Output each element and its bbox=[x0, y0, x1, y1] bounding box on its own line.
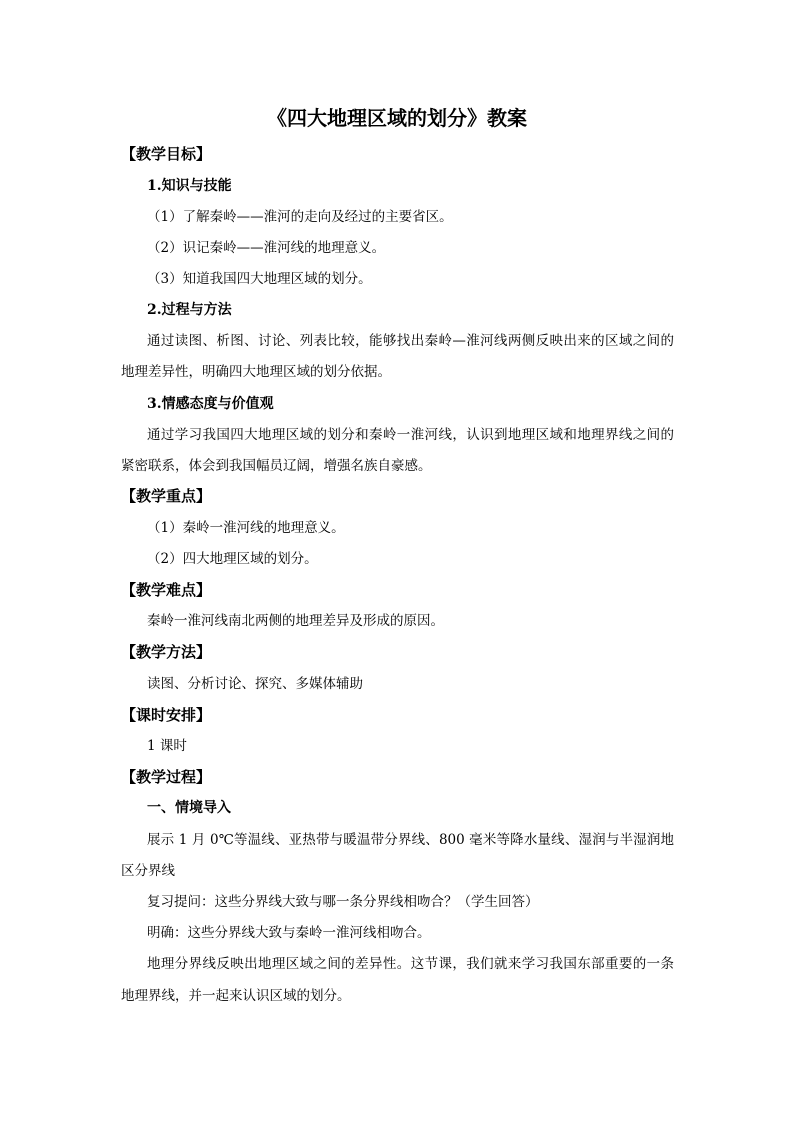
subheading-intro: 一、情境导入 bbox=[147, 800, 231, 816]
subheading-emotion: 3.情感态度与价值观 bbox=[147, 396, 274, 412]
intro-review: 复习提问：这些分界线大致与哪一条分界线相吻合？（学生回答） bbox=[147, 894, 539, 910]
heading-schedule: 【课时安排】 bbox=[121, 706, 212, 724]
heading-objectives: 【教学目标】 bbox=[121, 145, 212, 163]
heading-methods: 【教学方法】 bbox=[121, 643, 212, 661]
heading-difficulties: 【教学难点】 bbox=[121, 581, 212, 599]
difficulties-text: 秦岭一淮河线南北两侧的地理差异及形成的原因。 bbox=[147, 613, 444, 629]
heading-key-points: 【教学重点】 bbox=[121, 487, 212, 505]
intro-summary-line-2: 地理界线，并一起来认识区域的划分。 bbox=[121, 988, 351, 1004]
key-point-item-1: （1）秦岭一淮河线的地理意义。 bbox=[147, 520, 345, 536]
heading-teaching-process: 【教学过程】 bbox=[121, 768, 212, 786]
methods-text: 读图、分析讨论、探究、多媒体辅助 bbox=[147, 676, 363, 692]
subheading-process-method: 2.过程与方法 bbox=[147, 302, 232, 318]
schedule-text: 1 课时 bbox=[147, 738, 187, 754]
intro-clarify: 明确：这些分界线大致与秦岭一淮河线相吻合。 bbox=[147, 925, 431, 941]
document-title: 《四大地理区域的划分》教案 bbox=[267, 106, 527, 130]
subheading-knowledge: 1.知识与技能 bbox=[147, 178, 232, 194]
knowledge-item-2: （2）识记秦岭——淮河线的地理意义。 bbox=[147, 240, 386, 256]
knowledge-item-3: （3）知道我国四大地理区域的划分。 bbox=[147, 271, 372, 287]
intro-show-line-1: 展示 1 月 0℃等温线、亚热带与暖温带分界线、800 毫米等降水量线、湿润与半湿润地 bbox=[147, 832, 674, 848]
key-point-item-2: （2）四大地理区域的划分。 bbox=[147, 551, 318, 567]
emotion-line-1: 通过学习我国四大地理区域的划分和秦岭一淮河线，认识到地理区域和地理界线之间的 bbox=[147, 427, 674, 443]
emotion-line-2: 紧密联系，体会到我国幅员辽阔，增强名族自豪感。 bbox=[121, 458, 432, 474]
knowledge-item-1: （1）了解秦岭——淮河的走向及经过的主要省区。 bbox=[147, 209, 453, 225]
process-method-line-1: 通过读图、析图、讨论、列表比较，能够找出秦岭—淮河线两侧反映出来的区域之间的 bbox=[147, 333, 674, 349]
intro-summary-line-1: 地理分界线反映出地理区域之间的差异性。这节课，我们就来学习我国东部重要的一条 bbox=[147, 956, 674, 972]
process-method-line-2: 地理差异性，明确四大地理区域的划分依据。 bbox=[121, 364, 391, 380]
intro-show-line-2: 区分界线 bbox=[121, 863, 175, 879]
